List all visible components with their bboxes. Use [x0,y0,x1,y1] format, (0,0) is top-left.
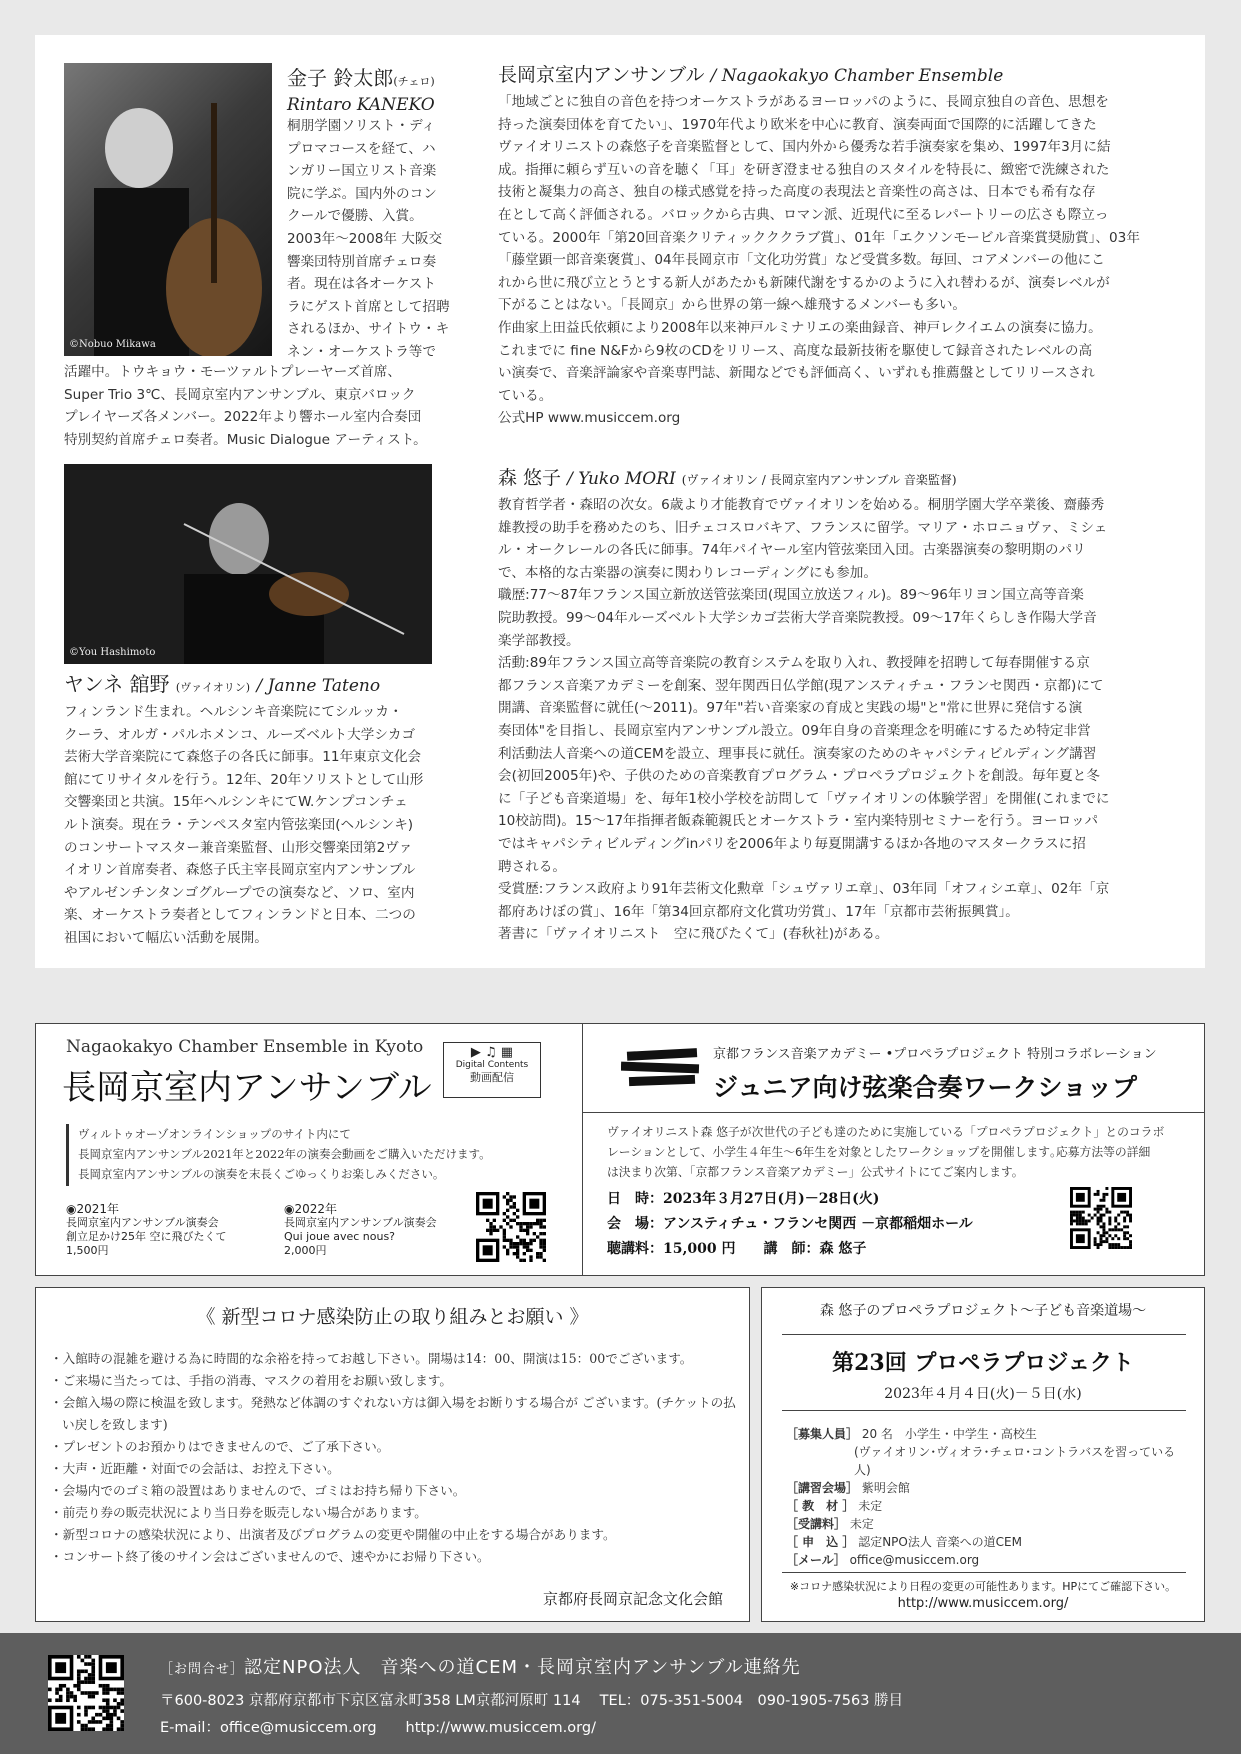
kaneko-name-jp: 金子 鈴太郎 [287,66,394,90]
qr-code-icon [48,1655,124,1731]
tateno-bio [64,701,504,950]
desc-line: レーションとして、小学生４年生～6年生を対象としたワークショップを開催します｡応募方法等の詳細 [607,1145,1151,1159]
rule-item: ・大声・近距離・対面での会話は、お控え下さい。 [50,1461,340,1476]
row-value: (ヴァイオリン･ヴィオラ･チェロ･コントラバスを習っている人) [854,1445,1176,1477]
mori-title [498,463,957,490]
bio-line: 2003年～2008年 大阪交 [287,230,443,247]
item-line1: 長岡京室内アンサンブル演奏会 [284,1216,437,1229]
mori-name-en: / Yuko MORI [567,469,676,489]
badge-line1: Digital Contents [455,1060,529,1070]
ensemble-bio [498,91,1188,430]
rule-item: ・新型コロナの感染状況により、出演者及びプログラムの変更や開催の中止をする場合があります。 [50,1527,616,1542]
bio-line: 院助教授。99～04年ルーズベルト大学シカゴ芸術大学音楽院教授。09～17年くらしき作陽大学音 [498,609,1097,626]
item-line2: 創立足かけ25年 空に飛びたくて [66,1230,227,1243]
bio-line: 聘される。 [498,858,566,875]
bio-line: 教育哲学者・森昭の次女。6歳より才能教育でヴァイオリンを始める。桐朋学園大学卒業後、齋藤秀 [498,497,1105,513]
workshop-venue: 会 場：アンスティチュ・フランセ関西 －京都稲畑ホール [607,1216,973,1232]
mori-role: (ヴァイオリン / 長岡京室内アンサンブル 音楽監督) [681,473,957,487]
bio-line: Super Trio 3℃、長岡京室内アンサンブル、東京バロック [64,386,416,403]
workshop-title: ジュニア向け弦楽合奏ワークショップ [713,1073,1138,1102]
row-key: ［ 申 込 ］ [786,1535,855,1549]
desc-line: ヴァイオリニスト森 悠子が次世代の子ども達のために実施している「プロペラプロジェクト」とのコラボ [607,1125,1165,1139]
bio-line: クーラ、オルガ・パルホメンコ、ルーズベルト大学シカゴ [64,726,416,743]
item-line1: 長岡京室内アンサンブル演奏会 [66,1216,219,1229]
bio-line: 「地域ごとに独自の音色を持つオーケストラがあるヨーロッパのように、長岡京独自の音色、思想を [498,94,1109,110]
bio-line: 者。現在は各オーケスト [287,276,436,293]
bio-line: 都フランス音楽アカデミーを創案、翌年関西日仏学館(現アンスティチュ・フランセ関西・京都)にて [498,677,1104,694]
bio-line: 在として高く評価される。バロックから古典、ロマン派、近現代に至るレパートリーの広さも際立っ [498,206,1109,223]
tateno-name-en: / Janne Tateno [256,676,381,696]
bio-line: 交響楽団と共演。15年ヘルシンキにてW.ケンプコンチェ [64,794,408,811]
footer-qr-code[interactable] [48,1655,124,1731]
row-value: 紫明会館 [861,1481,910,1495]
notice-line: ヴィルトゥオーゾオンラインショップのサイト内にて [78,1127,351,1141]
media-icons: ▶ ♫ ▦ [470,1045,514,1060]
kaneko-name-en: Rintaro KANEKO [287,95,435,115]
bio-line: 受賞歴:フランス政府より91年芸術文化勲章「シュヴァリエ章」、03年同「オフィシエ章」、02年「京 [498,881,1110,898]
tateno-name [64,671,380,701]
row-key: ［メール］ [786,1553,846,1567]
covid-notice-box [35,1287,750,1622]
kaneko-role: (チェロ) [393,75,435,88]
rule-item: ・会場内でのゴミ箱の設置はありませんので、ゴミはお持ち帰り下さい。 [50,1483,466,1498]
item-line2: Qui joue avec nous? [284,1230,396,1243]
mori-bio [498,494,1188,946]
kaneko-photo [64,63,272,356]
row-key: ［ 教 材 ］ [786,1499,855,1513]
notice-bar [66,1124,69,1186]
bio-line: 職歴:77～87年フランス国立新放送管弦楽団(現国立放送フィル)。89～96年リヨン国立高等音楽 [498,587,1084,604]
bio-line: ルト演奏。現在ラ・テンペスタ室内管弦楽団(ヘルシンキ) [64,816,414,833]
bio-line: 祖国において幅広い活動を展開。 [64,929,268,946]
workshop-box [582,1023,1205,1276]
digital-contents-box [35,1023,597,1276]
workshop-fee: 聴講料：15,000 円 [607,1241,736,1257]
covid-signature: 京都府長岡京記念文化会館 [542,1590,723,1608]
bio-line: フィンランド生まれ。ヘルシンキ音楽院にてシルッカ・ [64,704,403,720]
digital-item-2021[interactable] [66,1202,227,1258]
row-key: ［募集人員］ [786,1427,859,1441]
footer-org-line [160,1653,801,1679]
bio-line: 雄教授の助手を務めたのち、旧チェコスロバキア、フランスに留学。マリア・ホロニョヴァ、ミシェ [498,519,1108,536]
digital-qr-code[interactable] [476,1192,546,1262]
tateno-role: (ヴァイオリン) [175,681,251,694]
bio-line: ラにゲスト首席として招聘 [287,298,450,315]
item-price: 1,500円 [66,1244,109,1257]
bio-line: イオリン首席奏者、森悠子氏主宰長岡京室内アンサンブル [64,862,416,879]
bio-line: 楽、オーケストラ奏者としてフィンランドと日本、二つの [64,907,416,924]
bio-line: やアルゼンチンタンゴグループでの演奏など、ソロ、室内 [64,884,415,901]
bio-line: ではキャパシティビルディングinパリを2006年より毎夏開講するほか各地のマスタークラスに招 [498,835,1086,852]
bio-line: 作曲家上田益氏依頼により2008年以来神戸ルミナリエの楽曲録音、神戸レクイエムの演奏に協力。 [498,319,1102,336]
footer-label: ［お問合せ］ [160,1662,245,1677]
propeller-note: ※コロナ感染状況により日程の変更の可能性あります。HPにてご確認下さい。 [789,1580,1177,1593]
bio-line: 館にてリサイタルを行う。12年、20年ソリストとして山形 [64,771,424,788]
row-value: 認定NPO法人 音楽への道CEM [858,1535,1022,1549]
mori-name-jp: 森 悠子 [498,467,562,489]
bio-line: 桐朋学園ソリスト・ディ [287,118,436,134]
desc-line: は決まり次第、「京都フランス音楽アカデミー」公式サイトにてご案内します。 [607,1165,1024,1179]
bio-line: 活躍中。トウキョウ・モーツァルトプレーヤーズ首席、 [64,364,401,380]
bio-line: 成。指揮に頼らず互いの音を聴く「耳」を研ぎ澄ませる独自のスタイルを特長に、緻密で洗練された [498,161,1110,178]
email-link[interactable]: office@musiccem.org [849,1553,980,1567]
bio-line: 利活動法人音楽への道CEMを設立、理事長に就任。演奏家のためのキャパシティビルディング講習 [498,745,1097,762]
divider [782,1334,1186,1335]
bio-line: されるほか、サイトウ・キ [287,321,450,338]
covid-rules [50,1348,740,1568]
digital-subtitle: Nagaokakyo Chamber Ensemble in Kyoto [66,1037,424,1057]
ensemble-title [498,60,1003,87]
propeller-heading: 森 悠子のプロペラプロジェクト～子ども音楽道場～ [819,1303,1147,1319]
workshop-lecturer: 講 師：森 悠子 [763,1241,867,1257]
notice-line: 長岡京室内アンサンブル2021年と2022年の演奏会動画をご購入いただけます。 [78,1147,491,1161]
kaneko-name-en-wrap [287,90,435,118]
bio-line: 開講、音楽監督に就任(～2011)。97年"若い音楽家の育成と実践の場"と"常に世界に発信する演 [498,700,1083,717]
bio-line: 持った演奏団体を育てたい」、1970年代より欧米を中心に教育、演奏両面で国際的に活躍してきた [498,116,1097,133]
divider [782,1572,1186,1573]
row-value: 未定 [858,1499,883,1513]
bio-line: で、本格的な古楽器の演奏に関わりレコーディングにも参加。 [498,564,877,581]
propeller-project-box [761,1287,1205,1622]
bio-line: クールで優勝、入賞。 [287,208,423,225]
workshop-date: 日 時：2023年３月27日(月)－28日(火) [607,1191,880,1207]
workshop-description [607,1122,1164,1182]
propeller-details [786,1425,1186,1569]
contact-footer [0,1633,1241,1754]
covid-title: 《 新型コロナ感染防止の取り組みとお願い 》 [196,1306,589,1328]
bio-line: ンガリー国立リスト音楽 [287,163,437,180]
workshop-qr-code[interactable] [1070,1187,1132,1249]
photo-credit: ©You Hashimoto [69,647,156,658]
rule-item: ・ご来場に当たっては、手指の消毒、マスクの着用をお願い致します。 [50,1373,452,1388]
divider [583,1112,1204,1113]
notice-line: 長岡京室内アンサンブルの演奏を末長くごゆっくりお楽しみください。 [78,1167,445,1181]
bio-line: 「藤堂顕一郎音楽褒賞」、04年長岡京市「文化功労賞」など受賞多数。毎回、コアメンバーの他にこ [498,252,1105,269]
rule-item: ・会館入場の際に検温を致します。発熱など体調のすぐれない方は御入場をお断りする場合が ございます。(チケットの払い戻しを致します) [50,1395,736,1432]
bio-line: 院に学ぶ。国内外のコン [287,185,437,202]
footer-contact[interactable]: E-mail：office@musiccem.org http://www.musiccem.org/ [160,1720,596,1736]
bio-line: 芸術大学音楽院にて森悠子の各氏に師事。11年東京文化会 [64,749,422,766]
footer-org: 認定NPO法人 音楽への道CEM・長岡京室内アンサンブル連絡先 [244,1657,801,1678]
divider [782,1410,1186,1411]
bio-line: に「子ども音楽道場」を、毎年1校小学校を訪問して「ヴァイオリンの体験学習」を開催(これまでに [498,790,1110,807]
rule-item: ・入館時の混雑を避ける為に時間的な余裕を持ってお越し下さい。開場は14：00、開演は15：00でございます。 [50,1351,693,1366]
item-year: ◉2021年 [66,1202,120,1216]
bio-line: 活動:89年フランス国立高等音楽院の教育システムを取り入れ、教授陣を招聘して毎春開催する京 [498,655,1090,672]
bio-line: これまでに fine N&Fから9枚のCDをリリース、高度な最新技術を駆使して録音されたレベルの高 [498,342,1093,359]
propeller-url[interactable]: http://www.musiccem.org/ [897,1596,1069,1611]
row-key: ［受講料］ [786,1517,847,1531]
ensemble-title-en: / Nagaokakyo Chamber Ensemble [710,66,1004,86]
bio-line: ている。2000年「第20回音楽クリティックククラブ賞」、01年「エクソンモービル音楽賞奨励賞」、03年 [498,229,1140,246]
bio-line: 楽学部教授。 [498,632,580,649]
digital-badge [443,1042,541,1098]
bio-line: ル・オークレールの各氏に師事。74年パイヤール室内管弦楽団入団。古楽器演奏の黎明期のパリ [498,542,1086,559]
qr-code-icon [1070,1187,1132,1249]
bio-line: 奏団体"を目指し、長岡京室内アンサンブル設立。09年自身の音楽理念を明確にするため特定非営 [498,722,1091,739]
footer-address: 〒600-8023 京都府京都市下京区富永町358 LM京都河原町 114 TEL：075-351-5004 090-1905-7563 勝目 [160,1693,904,1709]
kaneko-bio-bottom [64,361,494,451]
row-key: ［講習会場］ [786,1481,859,1495]
bio-line: ている。 [498,387,553,404]
ensemble-title-jp: 長岡京室内アンサンブル [498,64,705,86]
bio-line: ヴァイオリニストの森悠子を音楽監督として、国内外から優秀な若手演奏家を集め、1997年3月に結 [498,139,1111,156]
tateno-photo [64,464,432,664]
violinist-silhouette [64,464,432,664]
bio-line: 著書に「ヴァイオリニスト 空に飛びたくて」(春秋社)がある。 [498,926,889,943]
digital-item-2022[interactable] [284,1202,437,1258]
rule-item: ・前売り券の販売状況により当日券を販売しない場合があります。 [50,1505,427,1520]
bio-line: 会(初回2005年)や、子供のための音楽教育プログラム・プロペラプロジェクトを創設。毎年夏と冬 [498,768,1100,785]
bio-line: ネン・オーケストラ等で [287,343,436,360]
workshop-collab: 京都フランス音楽アカデミー •プロペラプロジェクト 特別コラボレーション [713,1047,1157,1062]
cellist-silhouette [64,63,272,356]
badge-line2: 動画配信 [470,1071,514,1084]
bio-line: プレイヤーズ各メンバー。2022年より響ホール室内合奏団 [64,409,422,426]
academy-logo-icon [621,1044,705,1094]
item-year: ◉2022年 [284,1202,338,1216]
digital-notice [78,1124,491,1184]
digital-title: 長岡京室内アンサンブル [62,1068,432,1108]
row-value: 20 名 小学生・中学生・高校生 [861,1427,1037,1441]
row-value: 未定 [849,1517,874,1531]
bio-line: 響楽団特別首席チェロ奏 [287,253,437,270]
kaneko-bio-right [287,115,492,364]
photo-credit: ©Nobuo Mikawa [69,339,156,350]
rule-item: ・コンサート終了後のサイン会はございませんので、速やかにお帰り下さい。 [50,1549,490,1564]
item-price: 2,000円 [284,1244,327,1257]
bio-line: れから世に飛び立とうとする新人があたかも新陳代謝をするかのように入れ替わるが、演奏レベルが [498,274,1110,291]
qr-code-icon [476,1192,546,1262]
bio-line: 特別契約首席チェロ奏者。Music Dialogue アーティスト。 [64,431,427,448]
bio-line: プロマコースを経て、ハ [287,140,436,157]
bio-line: 10校訪問)。15～17年指揮者飯森範親氏とオーケストラ・室内楽特別セミナーを行う。ヨーロッパ [498,813,1099,830]
rule-item: ・プレゼントのお預かりはできませんので、ご了承下さい。 [50,1439,390,1454]
tateno-name-jp: ヤンネ 舘野 [64,672,170,696]
bio-line: 技術と凝集力の高さ、独自の様式感覚を持った高度の表現法と音楽性の高さは、日本でも希有な存 [498,184,1096,201]
bio-line: 下がることはない。「長岡京」から世界の第一線へ雄飛するメンバーも多い。 [498,297,967,314]
bio-line: のコンサートマスター兼音楽監督、山形交響楽団第2ヴァ [64,839,413,856]
workshop-details [607,1187,973,1262]
propeller-date: 2023年４月４日(火)－５日(水) [884,1386,1082,1402]
bio-line: い演奏で、音楽評論家や音楽専門誌、新聞などでも評価高く、いずれも推薦盤としてリリースされ [498,365,1095,382]
bio-line: 公式HP www.musiccem.org [498,410,681,427]
bio-line: 都府あけぼの賞」、16年「第34回京都府文化賞功労賞」、17年「京都市芸術振興賞」。 [498,903,1019,920]
propeller-title: 第23回 プロペラプロジェクト [832,1350,1134,1376]
